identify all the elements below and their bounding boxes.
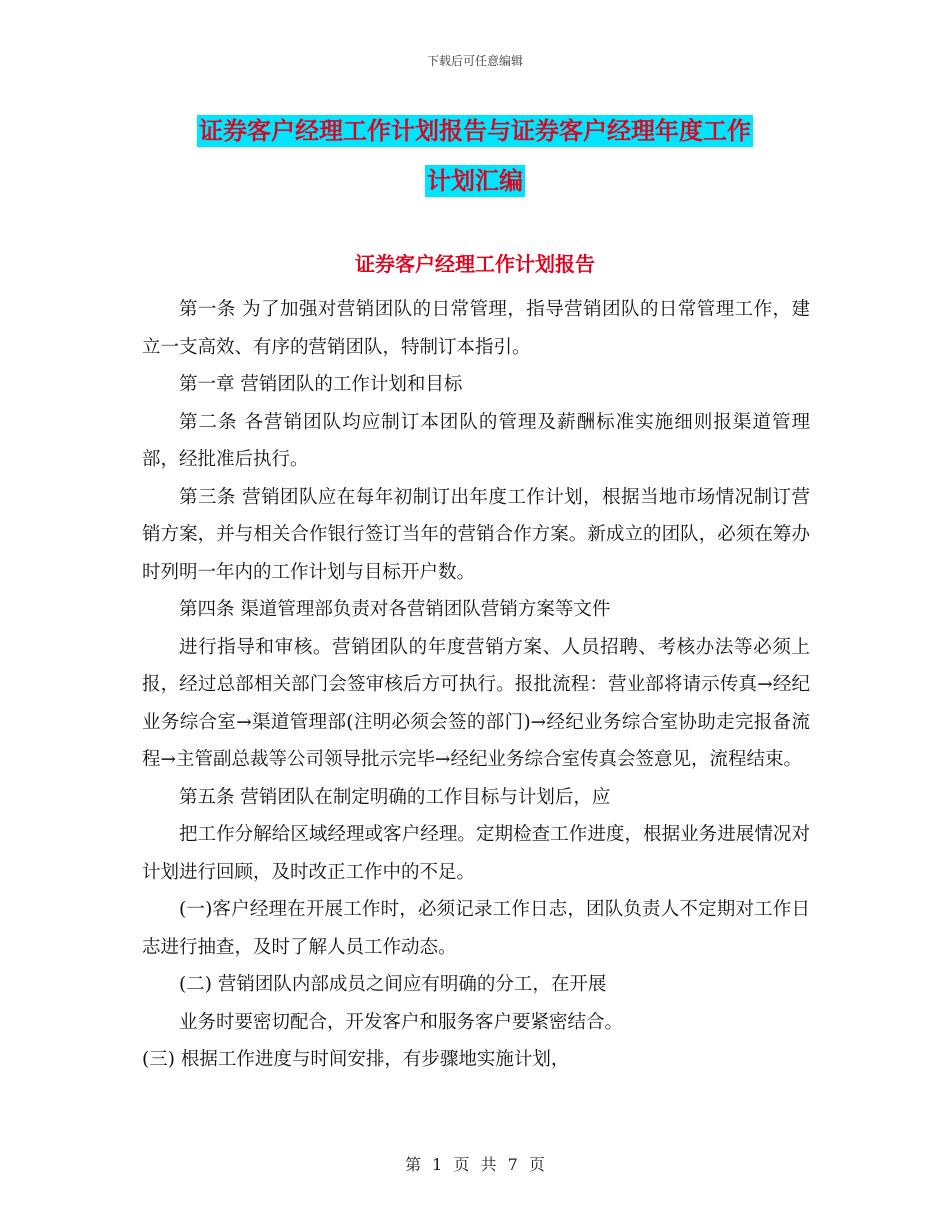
paragraph-article-4-continued: 进行指导和审核。营销团队的年度营销方案、人员招聘、考核办法等必须上报，经过总部相关部门会签审核后方可执行。报批流程：营业部将请示传真→经纪业务综合室→渠道管理部(注明必须会签的部门)→经纪业务综合室协助走完报备流程→主管副总裁等公司领导批示完毕→经纪业务综合室传真会签意见，流程结束。 (142, 636, 810, 770)
page-header-note: 下载后可任意编辑 (426, 54, 523, 68)
paragraph-item-3: (三) 根据工作进度与时间安排，有步骤地实施计划， (142, 1049, 570, 1070)
paragraph-item-2-continued: 业务时要密切配合，开发客户和服务客户要紧密结合。 (179, 1011, 624, 1033)
paragraph-article-5: 第五条 营销团队在制定明确的工作目标与计划后，应 (179, 786, 611, 808)
document-body (142, 291, 810, 1079)
paragraph-article-1: 第一条 为了加强对营销团队的日常管理，指导营销团队的日常管理工作，建立一支高效、有序的营销团队，特制订本指引。 (142, 299, 810, 358)
document-title (140, 106, 810, 206)
paragraph-item-1: (一)客户经理在开展工作时，必须记录工作日志，团队负责人不定期对工作日志进行抽查，及时了解人员工作动态。 (142, 899, 810, 958)
paragraph-article-5-continued: 把工作分解给区域经理或客户经理。定期检查工作进度，根据业务进展情况对计划进行回顾，及时改正工作中的不足。 (142, 824, 810, 883)
paragraph-chapter-1: 第一章 营销团队的工作计划和目标 (179, 374, 463, 395)
paragraph-item-2: (二) 营销团队内部成员之间应有明确的分工，在开展 (179, 974, 607, 995)
paragraph-article-3: 第三条 营销团队应在每年初制订出年度工作计划，根据当地市场情况制订营销方案，并与相关合作银行签订当年的营销合作方案。新成立的团队，必须在筹办时列明一年内的工作计划与目标开户数。 (142, 486, 810, 583)
document-title-line-2: 计划汇编 (427, 167, 523, 195)
paragraph-article-2: 第二条 各营销团队均应制订本团队的管理及薪酬标准实施细则报渠道管理部，经批准后执行。 (142, 411, 810, 470)
section-title: 证券客户经理工作计划报告 (355, 252, 595, 276)
page-number-footer: 第 1 页 共 7 页 (405, 1155, 545, 1174)
paragraph-article-4: 第四条 渠道管理部负责对各营销团队营销方案等文件 (179, 599, 611, 620)
document-title-line-1: 证券客户经理工作计划报告与证券客户经理年度工作 (199, 117, 751, 145)
